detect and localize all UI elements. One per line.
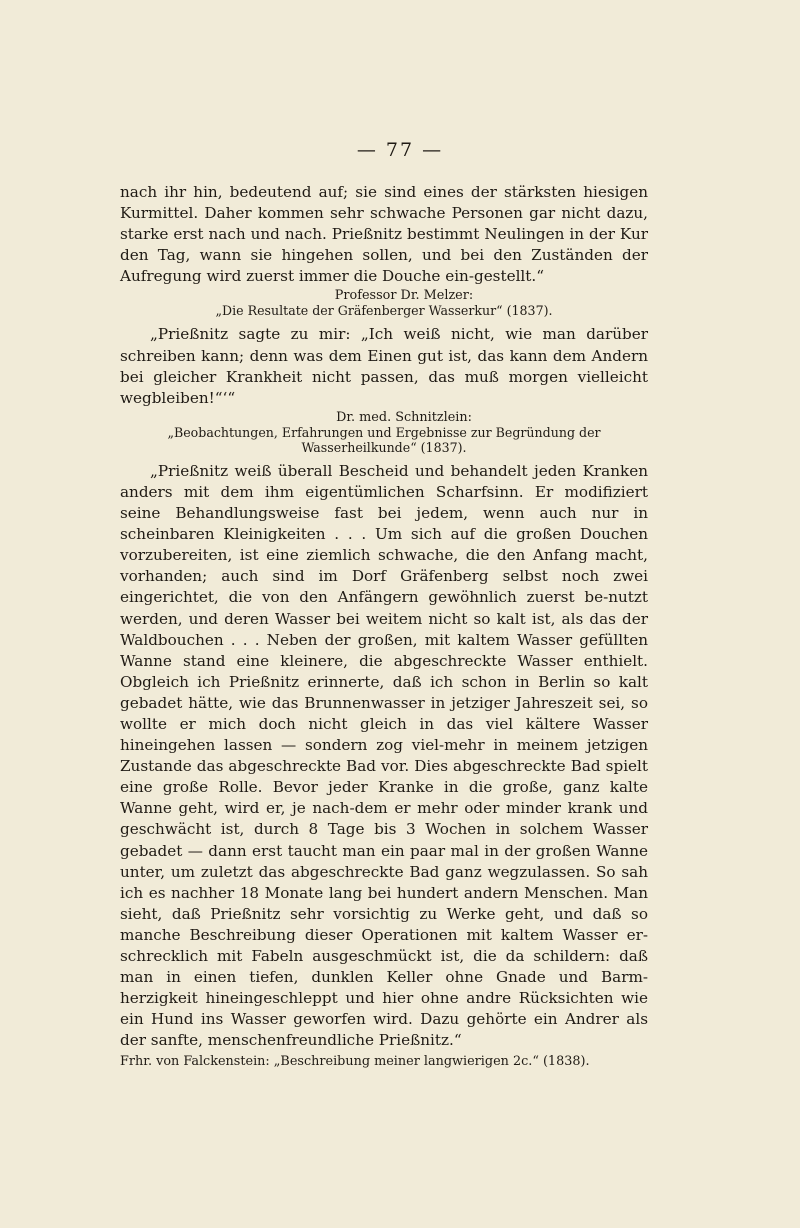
citation-title-1: „Die Resultate der Gräfenberger Wasserkur“ (1837). [215, 303, 553, 319]
page-body [120, 182, 648, 1070]
citation-title-2-line1: „Beobachtungen, Erfahrungen und Ergebnisse zur Begründung der [167, 424, 601, 440]
citation-title-2-line2: Wasserheilkunde“ (1837). [301, 439, 467, 455]
page-number: — 77 — [356, 139, 444, 161]
citation-author-1: Professor Dr. Melzer: [334, 288, 474, 304]
quote-paragraph-2: „Prießnitz sagte zu mir: „Ich weiß nicht, wie man darüber schreiben kann; denn was dem Einen gut ist, das kann dem Andern bei gleicher Krankheit nicht passen, das muß morgen vielleicht wegbleiben!“‘“ [120, 325, 648, 407]
citation-3: Frhr. von Falckenstein: „Beschreibung meiner langwierigen 2c.“ (1838). [120, 1054, 590, 1070]
citation-author-2: Dr. med. Schnitzlein: [336, 409, 472, 425]
quote-paragraph-3: „Prießnitz weiß überall Bescheid und behandelt jeden Kranken anders mit dem ihm eigentümlichen Scharfsinn. Er modifiziert seine Behandlungsweise fast bei jedem, wenn auch nur in scheinbaren Kleinigkeiten . . . Um sich auf die großen Douchen vorzubereiten, ist eine ziemlich schwache, die den Anfang macht, vorhanden; auch sind im Dorf Gräfenberg selbst noch zwei eingerichtet, die von den Anfängern gewöhnlich zuerst be-nutzt werden, und deren Wasser bei weitem nicht so kalt ist, als das der Waldbouchen . . . Neben der großen, mit kaltem Wasser gefüllten Wanne stand eine kleinere, die abgeschreckte Wasser enthielt. Obgleich ich Prießnitz erinnerte, daß ich schon in Berlin so kalt gebadet hätte, wie das Brunnenwasser in jetziger Jahreszeit sei, so wollte er mich doch nicht gleich in das viel kältere Wasser hineingehen lassen — sondern zog viel-mehr in meinem jetzigen Zustande das abgeschreckte Bad vor. Dies abgeschreckte Bad spielt eine große Rolle. Bevor jeder Kranke in die große, ganz kalte Wanne geht, wird er, je nach-dem er mehr oder minder krank und geschwächt ist, durch 8 Tage bis 3 Wochen in solchem Wasser gebadet — dann erst taucht man ein paar mal in der großen Wanne unter, um zuletzt das abgeschreckte Bad ganz wegzulassen. So sah ich es nachher 18 Monate lang bei hundert andern Menschen. Man sieht, daß Prießnitz sehr vorsichtig zu Werke geht, und daß so manche Beschreibung dieser Operationen mit kaltem Wasser er-schrecklich mit Fabeln ausgeschmückt ist, die da schildern: daß man in einen tiefen, dunklen Keller ohne Gnade und Barm-herzigkeit hineingeschleppt und hier ohne andre Rücksichten wie ein Hund ins Wasser geworfen wird. Dazu gehörte ein Andrer als der sanfte, menschenfreundliche Prießnitz.“ [120, 461, 648, 1050]
quote-paragraph-1: nach ihr hin, bedeutend auf; sie sind eines der stärksten hiesigen Kurmittel. Daher kommen sehr schwache Personen gar nicht dazu, starke erst nach und nach. Prießnitz bestimmt Neulingen in der Kur den Tag, wann sie hingehen sollen, und bei den Zuständen der Aufregung wird zuerst immer die Douche ein-gestellt.“ [120, 183, 648, 286]
